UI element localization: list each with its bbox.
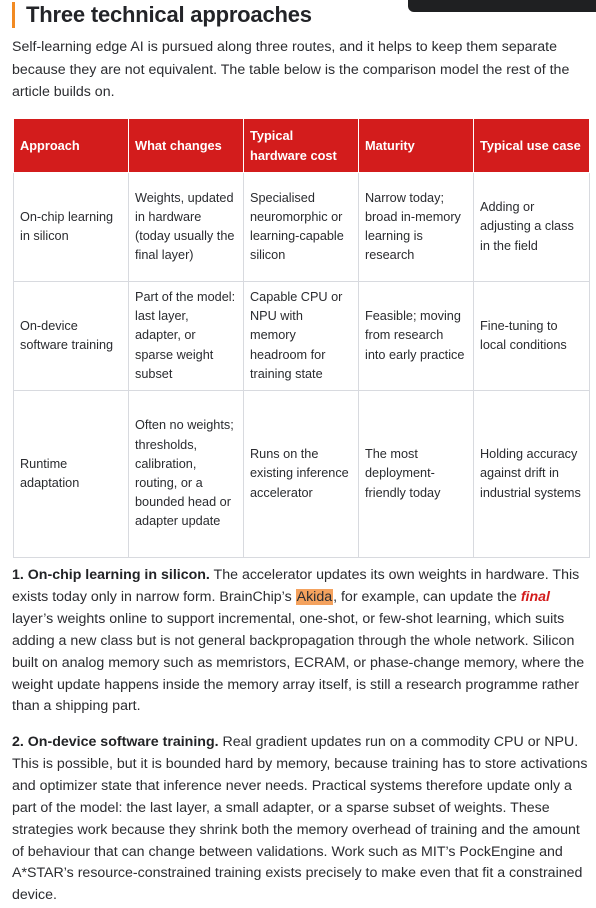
table-cell: The most deployment-friendly today [359,391,474,558]
section-text: The accelerator updates its own weights in hardware. This exists today only in narrow form. BrainChip’s [12,567,580,605]
section-lead: 2. On-device software training. [12,734,219,750]
table-cell: Specialised neuromorphic or learning-capable silicon [244,173,359,282]
table-row [14,282,590,391]
table-cell: On-device software training [14,282,129,391]
table-cell: Weights, updated in hardware (today usually the final layer) [129,173,244,282]
akida-highlight: Akida [296,588,333,605]
table-cell: Narrow today; broad in-memory learning is research [359,173,474,282]
table-cell: On-chip learning in silicon [14,173,129,282]
section-on-device-training [12,732,592,907]
section-text: layer’s weights online to support incremental, one-shot, or few-shot learning, which suits adding a new class but is not general backpropagation through the whole network. Silicon built on analog memory such as memristors, ECRAM, or phase-change memory, where the weight update happens inside the memory array itself, is still a research programme rather than a shipping part. [12,610,585,715]
section-text: , for example, can update the [333,588,521,605]
column-header-hardware-cost: Typical hardware cost [244,119,359,173]
overlay-toolbar-edge [408,0,596,12]
intro-paragraph: Self-learning edge AI is pursued along three routes, and it helps to keep them separate because they are not equivalent. The table below is the comparison model the rest of the article builds on. [12,39,570,100]
final-emphasis: final [520,588,550,605]
column-header-approach: Approach [14,119,129,173]
table-row [14,391,590,558]
table-cell: Part of the model: last layer, adapter, or sparse weight subset [129,282,244,391]
table-cell: Runs on the existing inference accelerator [244,391,359,558]
column-header-maturity: Maturity [359,119,474,173]
table-cell: Feasible; moving from research into early practice [359,282,474,391]
section-heading [12,0,312,29]
section-text: Real gradient updates run on a commodity CPU or NPU. This is possible, but it is bounded hard by memory, because training has to store activations and optimizer state that inference never needs. Practical systems therefore update only a part of the model: the last layer, a small adapter, or a sparse subset of weights. These strategies work because they shrink both the memory overhead of training and the amount of behaviour that can change between validations. Work such as MIT’s PockEngine and A*STAR’s resource-constrained training exists precisely to make even that fit a constrained device. [12,734,588,904]
section-lead: 1. On-chip learning in silicon. [12,567,210,583]
comparison-table [13,118,590,558]
table-cell: Runtime adaptation [14,391,129,558]
section-on-chip-learning [12,565,592,718]
column-header-what-changes: What changes [129,119,244,173]
column-header-use-case: Typical use case [474,119,590,173]
table-cell: Fine-tuning to local conditions [474,282,590,391]
table-cell: Adding or adjusting a class in the field [474,173,590,282]
table-cell: Holding accuracy against drift in industrial systems [474,391,590,558]
table-cell: Often no weights; thresholds, calibration, routing, or a bounded head or adapter update [129,391,244,558]
table-row [14,173,590,282]
heading-accent-bar [12,2,15,28]
table-header-row [14,119,590,173]
page-title: Three technical approaches [26,1,312,27]
table-cell: Capable CPU or NPU with memory headroom for training state [244,282,359,391]
